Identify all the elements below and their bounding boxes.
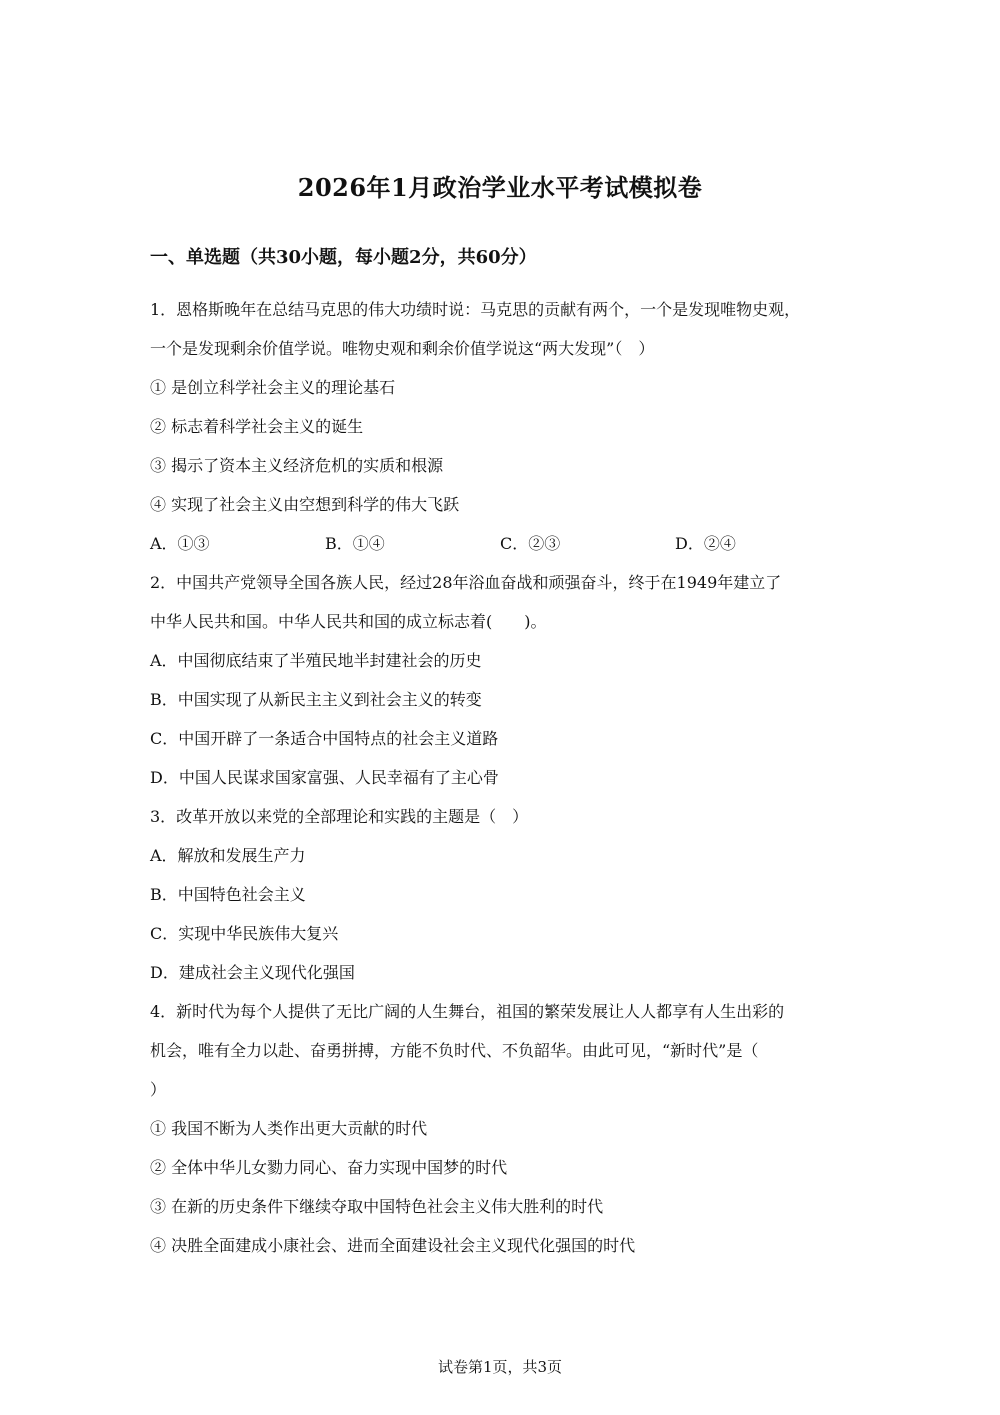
question-2-option-d[interactable]: D．中国人民谋求国家富强、人民幸福有了主心骨 <box>150 768 499 787</box>
page-footer: 试卷第1页，共3页 <box>437 1358 563 1376</box>
question-4-statement-1: ① 我国不断为人类作出更大贡献的时代 <box>150 1119 428 1138</box>
question-2-option-b[interactable]: B．中国实现了从新民主主义到社会主义的转变 <box>150 690 482 709</box>
question-3-stem-line-1: 3．改革开放以来党的全部理论和实践的主题是（ ） <box>150 807 529 826</box>
question-4-statement-3: ③ 在新的历史条件下继续夺取中国特色社会主义伟大胜利的时代 <box>150 1197 604 1216</box>
question-4-stem-line-3: ） <box>150 1080 167 1099</box>
question-1-option-b[interactable]: B．①④ <box>325 534 385 553</box>
question-1-statement-3: ③ 揭示了资本主义经济危机的实质和根源 <box>150 456 444 475</box>
question-1-stem-line-1: 1．恩格斯晚年在总结马克思的伟大功绩时说：马克思的贡献有两个，一个是发现唯物史观， <box>150 300 801 319</box>
question-3-option-b[interactable]: B．中国特色社会主义 <box>150 885 306 904</box>
question-4-stem-line-2: 机会，唯有全力以赴、奋勇拼搏，方能不负时代、不负韶华。由此可见，“新时代”是（ <box>150 1041 759 1060</box>
question-1-option-c[interactable]: C．②③ <box>500 534 561 553</box>
question-1-statement-4: ④ 实现了社会主义由空想到科学的伟大飞跃 <box>150 495 460 514</box>
page-title: 2026年1月政治学业水平考试模拟卷 <box>297 173 703 202</box>
question-3-option-c[interactable]: C．实现中华民族伟大复兴 <box>150 924 339 943</box>
question-1-stem-line-2: 一个是发现剩余价值学说。唯物史观和剩余价值学说这“两大发现”（ ） <box>150 339 655 358</box>
question-4-statement-2: ② 全体中华儿女勠力同心、奋力实现中国梦的时代 <box>150 1158 508 1177</box>
question-2-option-c[interactable]: C．中国开辟了一条适合中国特点的社会主义道路 <box>150 729 499 748</box>
question-3-option-a[interactable]: A．解放和发展生产力 <box>150 846 306 865</box>
question-4-statement-4: ④ 决胜全面建成小康社会、进而全面建设社会主义现代化强国的时代 <box>150 1236 636 1255</box>
question-1-option-d[interactable]: D．②④ <box>675 534 736 553</box>
section-heading: 一、单选题（共30小题，每小题2分，共60分） <box>150 247 537 268</box>
question-3-option-d[interactable]: D．建成社会主义现代化强国 <box>150 963 355 982</box>
question-2-option-a[interactable]: A．中国彻底结束了半殖民地半封建社会的历史 <box>150 651 482 670</box>
question-2-stem-line-1: 2．中国共产党领导全国各族人民，经过28年浴血奋战和顽强奋斗，终于在1949年建立了 <box>150 573 782 592</box>
question-1-statement-1: ① 是创立科学社会主义的理论基石 <box>150 378 396 397</box>
question-1-statement-2: ② 标志着科学社会主义的诞生 <box>150 417 364 436</box>
question-4-stem-line-1: 4．新时代为每个人提供了无比广阔的人生舞台，祖国的繁荣发展让人人都享有人生出彩的 <box>150 1002 785 1021</box>
question-1-option-a[interactable]: A．①③ <box>150 534 210 553</box>
question-2-stem-line-2: 中华人民共和国。中华人民共和国的成立标志着( )。 <box>150 612 547 631</box>
